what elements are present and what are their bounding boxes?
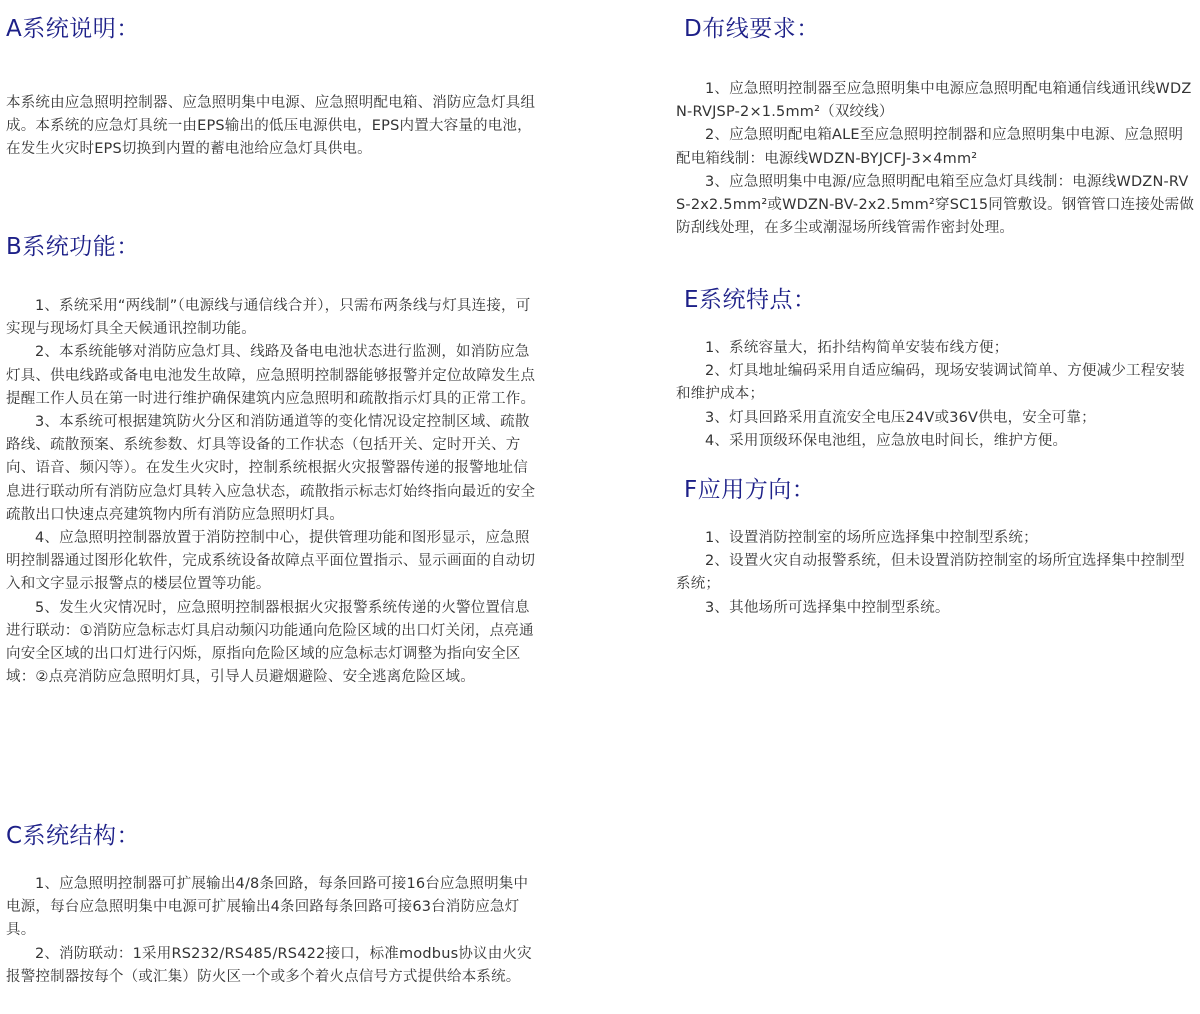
section-f <box>676 475 1196 620</box>
section-f-paragraph-1: 1、设置消防控制室的场所应选择集中控制型系统； <box>705 530 1038 546</box>
section-f-paragraph-2: 2、设置火灾自动报警系统，但未设置消防控制室的场所宜选择集中控制型系统； <box>676 553 1185 593</box>
section-b-paragraph-5: 5、发生火灾情况时，应急照明控制器根据火灾报警系统传递的火警位置信息进行联动：①消防应急标志灯具启动频闪功能通向危险区域的出口灯关闭，点亮通向安全区域的出口灯进行闪烁，原指向危险区域的应急标志灯调整为指向安全区域：②点亮消防应急照明灯具，引导人员避烟避险、安全逃离危险区域。 <box>6 599 534 686</box>
section-f-title: F应用方向： <box>684 477 816 503</box>
section-c-paragraph-1: 1、应急照明控制器可扩展输出4/8条回路，每条回路可接16台应急照明集中电源，每台应急照明集中电源可扩展输出4条回路每条回路可接63台消防应急灯具。 <box>6 876 529 939</box>
section-b <box>6 232 536 689</box>
section-e-paragraph-3: 3、灯具回路采用直流安全电压24V或36V供电，安全可靠； <box>705 409 1096 426</box>
section-b-paragraph-2: 2、本系统能够对消防应急灯具、线路及备电电池状态进行监测，如消防应急灯具、供电线路或备电电池发生故障，应急照明控制器能够报警并定位故障发生点提醒工作人员在第一时进行维护确保建筑内应急照明和疏散指示灯具的正常工作。 <box>6 344 536 407</box>
section-e-paragraph-4: 4、采用顶级环保电池组，应急放电时间长，维护方便。 <box>705 432 1068 449</box>
section-b-title: B系统功能： <box>6 234 140 260</box>
section-b-paragraph-1: 1、系统采用“两线制”（电源线与通信线合并），只需布两条线与灯具连接，可实现与现场灯具全天候通讯控制功能。 <box>6 298 531 338</box>
section-a-title: A系统说明： <box>6 16 140 42</box>
section-b-paragraph-4: 4、应急照明控制器放置于消防控制中心，提供管理功能和图形显示，应急照明控制器通过图形化软件，完成系统设备故障点平面位置指示、显示画面的自动切入和文字显示报警点的楼层位置等功能。 <box>6 530 536 593</box>
section-d-paragraph-3: 3、应急照明集中电源/应急照明配电箱至应急灯具线制：电源线WDZN-RVS-2x2.5mm²或WDZN-BV-2x2.5mm²穿SC15同管敷设。钢管管口连接处需做防刮线处理，在多尘或潮湿场所线管需作密封处理。 <box>676 173 1195 237</box>
section-d-paragraph-2: 2、应急照明配电箱ALE至应急照明控制器和应急照明集中电源、应急照明配电箱线制：电源线WDZN-BYJCFJ-3×4mm² <box>676 127 1184 167</box>
section-b-paragraph-3: 3、本系统可根据建筑防火分区和消防通道等的变化情况设定控制区域、疏散路线、疏散预案、系统参数、灯具等设备的工作状态（包括开关、定时开关、方向、语音、频闪等）。在发生火灾时，控制系统根据火灾报警器传递的报警地址信息进行联动所有消防应急灯具转入应急状态，疏散指示标志灯始终指向最近的安全疏散出口快速点亮建筑物内所有消防应急照明灯具。 <box>6 414 536 523</box>
section-c <box>6 821 536 989</box>
section-e-title: E系统特点： <box>684 287 817 313</box>
section-f-paragraph-3: 3、其他场所可选择集中控制型系统。 <box>705 599 950 616</box>
section-c-title: C系统结构： <box>6 823 141 849</box>
section-d <box>676 14 1196 240</box>
section-d-paragraph-1: 1、应急照明控制器至应急照明集中电源应急照明配电箱通信线通讯线WDZN-RVJSP-2×1.5mm²（双绞线） <box>676 81 1192 121</box>
section-e-paragraph-2: 2、灯具地址编码采用自适应编码，现场安装调试简单、方便减少工程安装和维护成本； <box>676 363 1185 403</box>
section-e-paragraph-1: 1、系统容量大，拓扑结构简单安装布线方便； <box>705 340 1009 356</box>
section-e <box>676 285 1196 453</box>
section-a <box>6 14 536 162</box>
section-a-paragraph-1: 本系统由应急照明控制器、应急照明集中电源、应急照明配电箱、消防应急灯具组成。本系统的应急灯具统一由EPS输出的低压电源供电，EPS内置大容量的电池，在发生火灾时EPS切换到内置的蓄电池给应急灯具供电。 <box>6 95 536 158</box>
section-d-title: D布线要求： <box>684 16 820 42</box>
section-c-paragraph-2: 2、消防联动：1采用RS232/RS485/RS422接口，标准modbus协议由火灾报警控制器按每个（或汇集）防火区一个或多个着火点信号方式提供给本系统。 <box>6 945 532 985</box>
